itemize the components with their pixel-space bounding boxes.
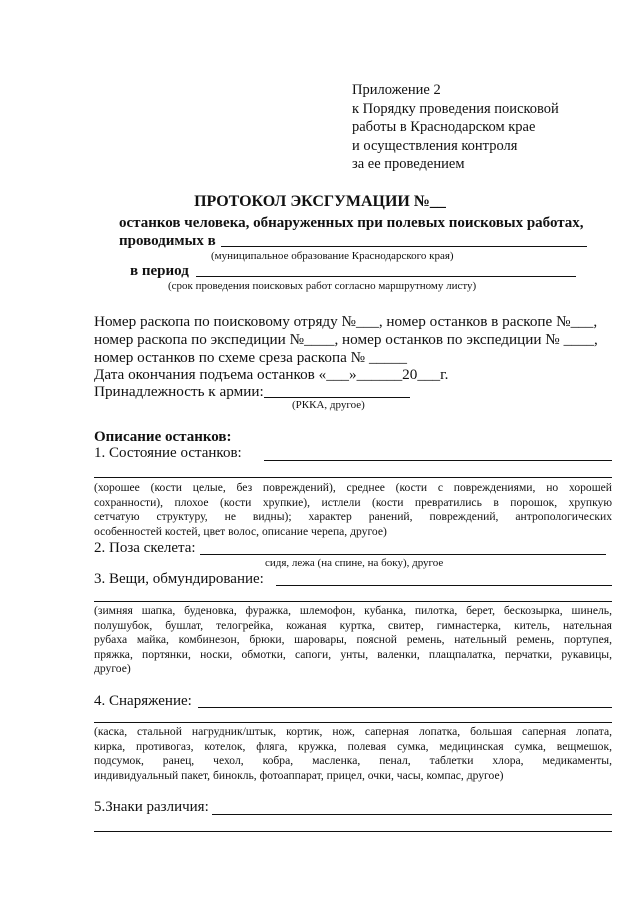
section-5-label: 5.Знаки различия: [94,799,209,815]
description-heading: Описание останков: [94,429,232,445]
dig-numbers-line-2: номер раскопа по экспедиции №____, номер останков по экспедиции № ____, [94,331,598,348]
period-line [196,276,576,277]
section-5-line-a [212,814,612,815]
document-subtitle: останков человека, обнаруженных при полевых поисковых работах, [119,215,584,231]
section-3-hint: (зимняя шапка, буденовка, фуражка, шлемофон, кубанка, пилотка, берет, бескозырка, шинель, полушубок, бушлат, телогрейка, кожаная куртка, свитер, гимнастерка, китель, нательная рубаха майка, комбинезон, брюки, шаровары, поясной ремень, нательный ремень, портупея, пряжка, портянки, носки, обмотки, сапоги, унты, валенки, плащпалатка, перчатки, рукавицы, другое) [94,604,612,676]
period-hint: (срок проведения поисковых работ согласно маршрутному листу) [168,280,477,292]
section-2-hint: сидя, лежа (на спине, на боку), другое [265,557,444,569]
section-1-label: 1. Состояние останков: [94,445,242,461]
annex-line: за ее проведением [352,156,465,172]
section-4-line-a [198,707,612,708]
period-label: в период [130,263,189,279]
section-3-line-b [94,601,612,602]
section-4-hint: (каска, стальной нагрудник/штык, кортик, нож, саперная лопатка, большая саперная лопата, кирка, противогаз, котелок, фляга, кружка, полевая сумка, медицинская сумка, вещмешок, подсумок, ранец, чехол, кобра, масленка, пенал, таблетки хлора, медикаменты, индивидуальный пакет, бинокль, фотоаппарат, прицел, очки, часы, компас, другое) [94,725,612,782]
conducted-in-hint: (муниципальное образование Краснодарского края) [211,250,454,262]
army-affiliation-hint: (РККА, другое) [292,399,365,411]
exhumation-end-date: Дата окончания подъема останков «___»______20___г. [94,366,449,383]
annex-line: работы в Краснодарском крае [352,119,536,135]
dig-numbers-line-3: номер останков по схеме среза раскопа № _____ [94,349,407,366]
conducted-in-label: проводимых в [119,233,216,249]
army-affiliation-line [264,397,410,398]
annex-line: и осуществления контроля [352,137,518,154]
section-4-label: 4. Снаряжение: [94,693,192,709]
section-3-label: 3. Вещи, обмундирование: [94,571,264,587]
annex-line: к Порядку проведения поисковой [352,100,559,117]
section-1-line-b [94,477,612,478]
section-5-line-b [94,831,612,832]
section-1-hint: (хорошее (кости целые, без повреждений), среднее (кости с повреждениями, но хорошей сохранности), плохое (кости хрупкие), истлели (кости превратились в порошок, хрупкую сетчатую структуру, не видны); характер ранений, повреждений, антропологических особенностей костей, цвет волос, описание черепа, другое) [94,481,612,538]
army-affiliation-label: Принадлежность к армии: [94,383,264,400]
dig-numbers-line-1: Номер раскопа по поисковому отряду №___, номер останков в раскопе №___, [94,313,598,330]
document-title: ПРОТОКОЛ ЭКСГУМАЦИИ №__ [194,193,446,210]
section-2-label: 2. Поза скелета: [94,540,196,556]
annex-block [352,81,559,174]
section-4-line-b [94,722,612,723]
section-3-line-a [276,585,612,586]
section-2-line [200,554,606,555]
conducted-in-line [221,246,587,247]
annex-line: Приложение 2 [352,82,441,98]
section-1-line-a [264,460,612,461]
